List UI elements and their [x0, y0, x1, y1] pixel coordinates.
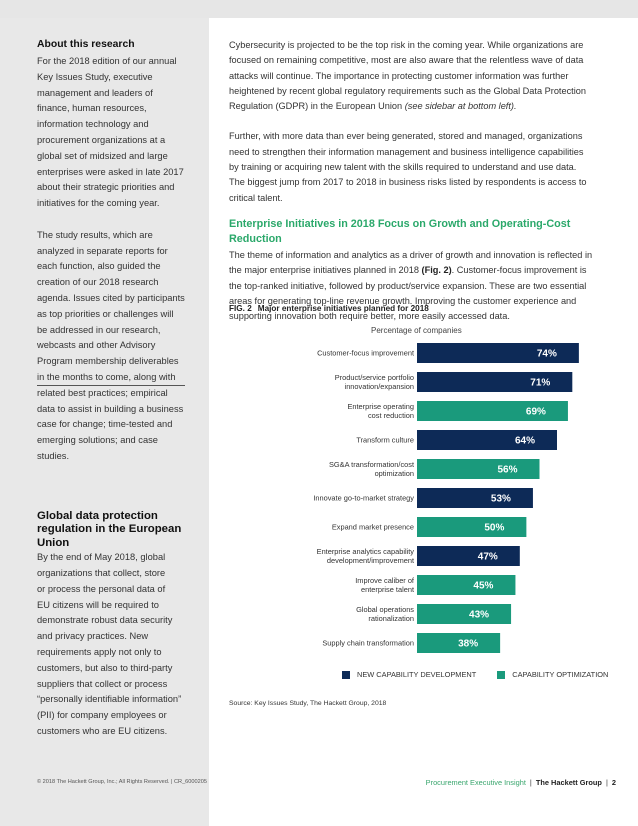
about-p1-line: global set of midsized and large — [37, 150, 168, 161]
bar-value-label: 53% — [490, 493, 511, 505]
category-label: Innovate go-to-market strategy — [313, 493, 414, 503]
about-paragraph-2 — [37, 228, 197, 465]
about-p1-line: procurement organizations at a — [37, 134, 166, 145]
sidebar-content — [37, 38, 197, 740]
about-p1-line: enterprises were asked in late 2017 — [37, 166, 184, 177]
footer-separator-2: | — [605, 778, 608, 787]
footer-publication: Procurement Executive Insight — [425, 778, 526, 787]
footer-right — [426, 778, 616, 787]
footer-copyright: © 2018 The Hackett Group, Inc.; All Rights Reserved. | CR_6000205 — [37, 779, 207, 785]
about-p1-line: management and leaders of — [37, 87, 153, 98]
bar — [417, 488, 533, 508]
bar-value-label: 64% — [514, 435, 535, 447]
category-label: Product/service portfolio — [334, 373, 414, 383]
category-label: cost reduction — [367, 411, 414, 421]
figure-caption — [229, 304, 429, 313]
bar-value-label: 50% — [484, 522, 505, 534]
about-p2-line: studies. — [37, 450, 70, 461]
about-p1-line: about their strategic priorities and — [37, 182, 175, 193]
category-label: Improve caliber of — [355, 576, 414, 586]
about-p2-line: case for change; time-tested and — [37, 419, 173, 430]
bar — [417, 517, 526, 537]
about-p2-line: webcasts and other Advisory — [37, 340, 156, 351]
category-label: optimization — [374, 469, 414, 479]
chart-legend — [342, 670, 629, 679]
about-p2-line: Program membership deliverables — [37, 356, 179, 367]
about-p2-line: as top priorities or challenges will — [37, 308, 174, 319]
intro-line: attacks will continue. The importance in protecting customer information was further — [229, 70, 569, 81]
intro-line: heightened by recent global regulatory requirements such as the Global Data Protection — [229, 85, 586, 96]
figure-reference: (Fig. 2) — [421, 265, 452, 276]
intro-line: focused on remaining competitive, most are also aware that the relentless wave of data — [229, 55, 584, 66]
category-label: SG&A transformation/cost — [328, 460, 414, 470]
initiatives-line-2-tail: . Customer-focus improvement is — [451, 265, 587, 276]
bar — [417, 604, 511, 624]
bar-value-label: 69% — [525, 406, 546, 418]
about-p2-line: each function, also guided the — [37, 261, 161, 272]
section-heading-line: Enterprise Initiatives in 2018 Focus on Growth and Operating-Cost — [229, 217, 571, 230]
legend-swatch-new — [342, 671, 350, 679]
category-label: Enterprise operating — [347, 402, 414, 412]
gdpr-p-line: customers, but also to third-party — [37, 662, 173, 673]
intro-last-line: Regulation (GDPR) in the European Union — [229, 101, 405, 112]
legend-item-opt — [497, 670, 608, 679]
gdpr-heading — [37, 510, 197, 551]
bar-value-label: 74% — [536, 348, 557, 360]
category-label: Enterprise analytics capability — [316, 547, 414, 557]
figure-source: Source: Key Issues Study, The Hackett Group, 2018 — [229, 700, 387, 707]
axis-title: Percentage of companies — [371, 326, 462, 335]
initiatives-line: supporting innovation both require better, more easily accessed data. — [229, 311, 510, 322]
bar — [417, 575, 515, 595]
bar — [417, 430, 557, 450]
legend-label-new: NEW CAPABILITY DEVELOPMENT — [357, 670, 477, 679]
gdpr-p-line: requirements apply not only to — [37, 647, 162, 657]
about-p2-line: The study results, which are — [37, 229, 153, 240]
footer-company: The Hackett Group — [535, 778, 602, 787]
bar-value-label: 43% — [469, 609, 490, 621]
about-p2-line: emerging solutions; and case — [37, 435, 158, 446]
legend-item-new — [342, 670, 476, 679]
talent-paragraph — [229, 129, 603, 205]
section-heading-line: Reduction — [229, 232, 282, 245]
bar-value-label: 56% — [497, 464, 518, 476]
section-heading — [229, 218, 603, 246]
gdpr-paragraph — [37, 550, 197, 740]
talent-line: need to strengthen their information management and business intelligence capabilities — [229, 146, 584, 157]
intro-paragraph — [229, 38, 603, 114]
gdpr-p-line: EU citizens will be required to — [37, 599, 159, 610]
category-label: innovation/expansion — [344, 382, 414, 392]
about-p1-line: initiatives for the coming year. — [37, 198, 160, 209]
about-p2-line: data to assist in building a business — [37, 403, 184, 414]
category-label: development/improvement — [326, 556, 414, 566]
initiatives-line: the top-ranked initiative, followed by product/service expansion. These are two essential — [229, 280, 587, 291]
figure-number: FIG. 2 — [229, 304, 252, 313]
category-label: rationalization — [368, 614, 414, 624]
gdpr-p-line: demonstrate robust data security — [37, 615, 173, 626]
main-column — [229, 38, 603, 324]
bar-value-label: 71% — [530, 377, 551, 389]
intro-line: Cybersecurity is projected to be the top risk in the coming year. While organizations are — [229, 40, 584, 50]
gdpr-p-line: suppliers that collect or process — [37, 678, 168, 689]
about-p2-line: be addressed in our research, — [37, 324, 161, 335]
legend-label-opt: CAPABILITY OPTIMIZATION — [512, 670, 609, 679]
about-p2-line: in the months to come, along with — [37, 371, 176, 382]
sidebar-reference: (see sidebar at bottom left). — [404, 101, 517, 112]
talent-line: by training or acquiring new talent with the skills required to understand and use data. — [229, 162, 577, 173]
about-p1-line: For the 2018 edition of our annual — [37, 56, 177, 66]
gdpr-heading-line: Global data protection — [37, 509, 158, 522]
bar-value-label: 47% — [477, 551, 498, 563]
gdpr-p-line: (PII) for company employees or — [37, 710, 167, 721]
gdpr-p-line: “personally identifiable information” — [37, 694, 182, 705]
initiatives-bar-chart — [229, 340, 609, 660]
figure-title: Major enterprise initiatives planned for 2018 — [257, 304, 429, 313]
about-p2-line: analyzed in separate reports for — [37, 245, 168, 256]
category-label: Expand market presence — [331, 522, 414, 532]
bar — [417, 459, 540, 479]
talent-line: Further, with more data than ever being generated, stored and managed, organizations — [229, 131, 583, 142]
about-heading: About this research — [37, 39, 135, 50]
about-p2-line: agenda. Issues cited by participants — [37, 292, 185, 303]
category-label: Global operations — [356, 605, 414, 615]
talent-line: The biggest jump from 2017 to 2018 in business risks listed by respondents is access to — [229, 177, 587, 188]
about-p2-line: related best practices; empirical — [37, 387, 168, 398]
about-p1-line: Key Issues Study, executive — [37, 71, 153, 82]
initiatives-line-1: The theme of information and analytics as a driver of growth and innovation is reflected in — [229, 249, 593, 260]
initiatives-line: areas for generating top-line revenue growth. Improving the customer experience and — [229, 295, 577, 306]
about-p1-line: finance, human resources, — [37, 103, 147, 114]
gdpr-heading-line: Union — [37, 536, 70, 549]
gdpr-p-line: By the end of May 2018, global — [37, 552, 166, 563]
initiatives-line-2: the major enterprise initiatives planned in 2018 — [229, 265, 422, 276]
about-paragraph-1 — [37, 54, 197, 212]
gdpr-heading-line: regulation in the European — [37, 523, 182, 536]
gdpr-p-line: organizations that collect, store — [37, 568, 166, 579]
sidebar-divider — [37, 385, 185, 386]
bar — [417, 546, 520, 566]
gdpr-p-line: or process the personal data of — [37, 583, 166, 594]
legend-swatch-opt — [497, 671, 505, 679]
top-stripe — [0, 0, 638, 18]
about-p1-line: information technology and — [37, 119, 149, 130]
category-label: Customer-focus improvement — [317, 348, 414, 358]
bar-value-label: 38% — [458, 638, 479, 650]
page-number: 2 — [611, 778, 616, 787]
gdpr-p-line: customers who are EU citizens. — [37, 725, 168, 736]
footer-separator-1: | — [529, 778, 532, 787]
category-label: Supply chain transformation — [322, 638, 414, 648]
bar-value-label: 45% — [473, 580, 494, 592]
gdpr-p-line: and privacy practices. New — [37, 631, 149, 642]
talent-line: critical talent. — [229, 192, 283, 203]
category-label: Transform culture — [356, 435, 414, 445]
about-p2-line: creation of our 2018 research — [37, 277, 159, 288]
category-label: enterprise talent — [361, 585, 414, 595]
